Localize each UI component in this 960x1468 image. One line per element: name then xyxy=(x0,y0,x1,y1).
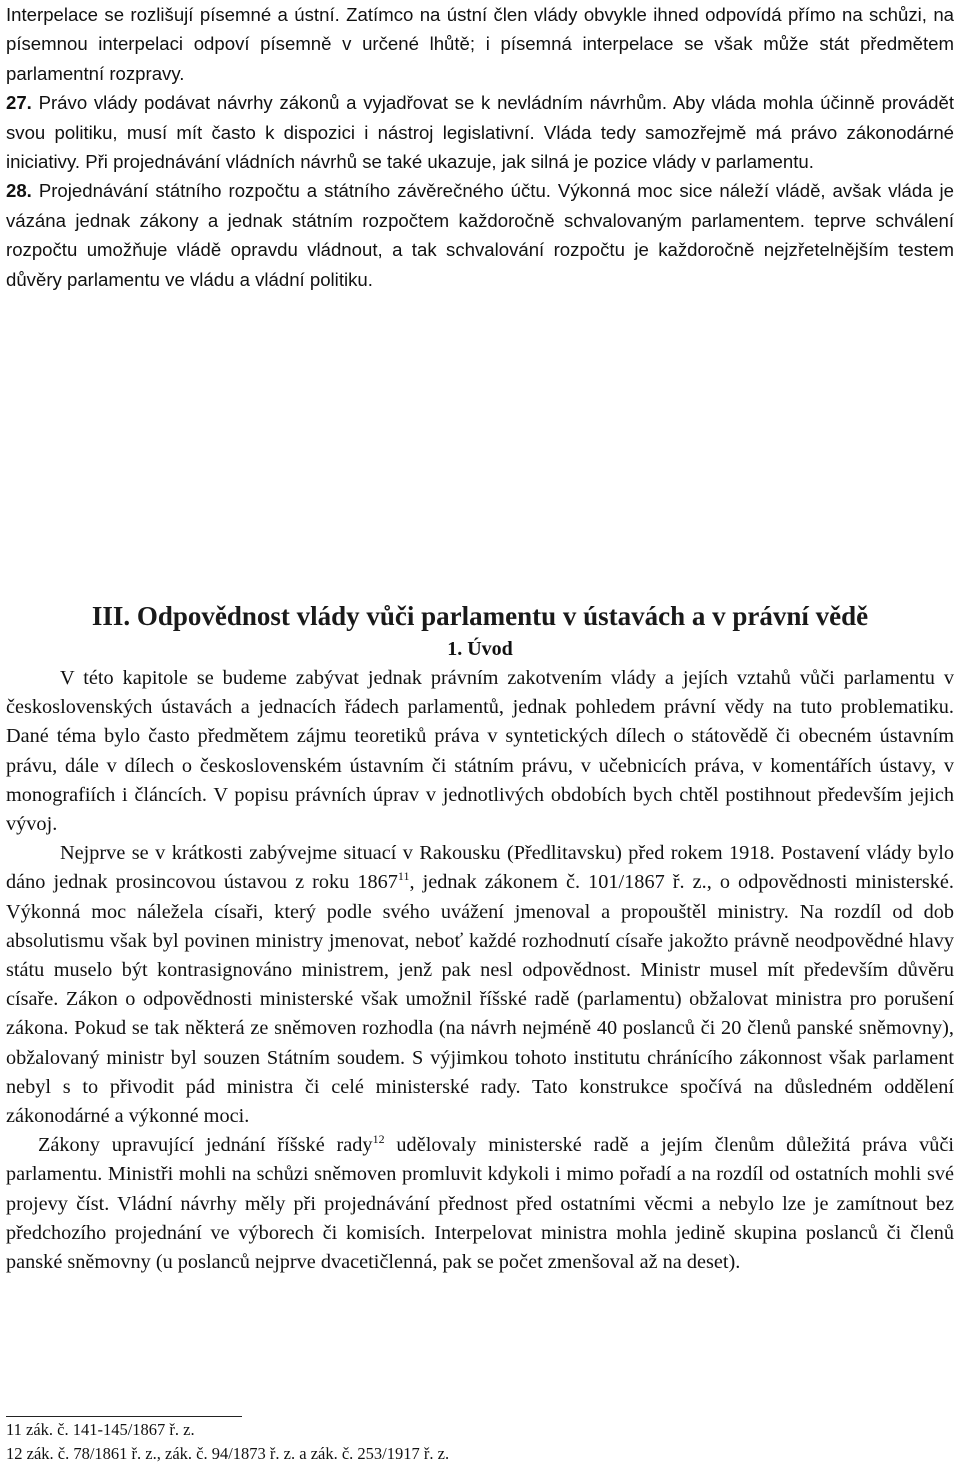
item-number-27: 27. xyxy=(6,92,32,114)
upper-text-block xyxy=(6,0,954,294)
paragraph-28 xyxy=(6,176,954,294)
paragraph-zakony xyxy=(6,1131,954,1277)
footnote-ref-11: 11 xyxy=(397,869,410,884)
item-text-27: Aby vláda mohla účinně provádět svou politiku, musí mít často k dispozici i nástroj legislativní. Vláda tedy samozřejmě má právo zákonodárné iniciativy. Při projednávání vládních návrhů se také ukazuje, jak silná je pozice vlády v parlamentu. xyxy=(6,92,954,173)
footnote-12: 12 zák. č. 78/1861 ř. z., zák. č. 94/1873 ř. z. a zák. č. 253/1917 ř. z. xyxy=(6,1444,450,1463)
paragraph-rakousko-part1: Nejprve se v krátkosti zabývejme situací v Rakousku (Předlitavsku) před rokem 1918. Postavení vlády bylo dáno jednak prosincovou ústavou z roku 1867 xyxy=(6,842,954,894)
item-number-28: 28. xyxy=(6,180,32,202)
item-title-27: Právo vlády podávat návrhy zákonů a vyjadřovat se k nevládním návrhům. xyxy=(31,92,668,114)
paragraph-zakony-part1: Zákony upravující jednání říšské rady xyxy=(38,1134,373,1157)
footnote-ref-12: 12 xyxy=(372,1132,385,1147)
paragraph-zakony-part2: udělovaly ministerské radě a jejím členům důležitá práva vůči parlamentu. Ministři mohli na schůzi sněmoven promluvit kdykoli i mimo pořadí a na rozdíl od ostatních mohli své projevy číst. Vládní návrhy měly při projednávání přednost před ostatními věcmi a nebylo lze je zamítnout bez předchozího projednání ve výborech či komisích. Interpelovat ministra mohla jedině skupina poslanců či členů panské sněmovny (u poslanců nejprve dvacetičlenná, pak se počet zmenšoval až na deset). xyxy=(6,1134,954,1274)
paragraph-27 xyxy=(6,88,954,176)
paragraph-rakousko xyxy=(6,839,954,1131)
section-heading: 1. Úvod xyxy=(447,638,513,660)
footnote-11: 11 zák. č. 141-145/1867 ř. z. xyxy=(6,1420,195,1439)
paragraph-intro: V této kapitole se budeme zabývat jednak právním zakotvením vlády a jejích vztahů vůči parlamentu v československých ústavách a jednacích řádech parlamentů, jednak pohledem právní vědy na tuto problematiku. Dané téma bylo často předmětem zájmu teoretiků práva v syntetických dílech o státovědě či obecném ústavním právu, dále v dílech o československém ústavním či státním právu, v učebnicích práva, v komentářích ústavy, v monografiích i článcích. V popisu právních úprav v jednotlivých obdobích bych chtěl postihnout především jejich vývoj. xyxy=(6,667,954,836)
paragraph-rakousko-part2: , jednak zákonem č. 101/1867 ř. z., o odpovědnosti ministerské. Výkonná moc náležela císaři, který podle svého uvážení jmenoval a propouštěl ministry. Na rozdíl od dob absolutismu však byl povinen ministry jmenovat, neboť každé rozhodnutí císaře jakožto právně neodpovědné hlavy státu muselo být kontrasignováno ministrem, jenž pak nesl odpovědnost. Ministr musel mít především důvěru císaře. Zákon o odpovědnosti ministerské však umožnil říšské radě (parlamentu) obžalovat ministra pro porušení zákona. Pokud se tak některá ze sněmoven rozhodla (na návrh nejméně 40 poslanců či 20 členů panské sněmovny), obžalovaný ministr byl souzen Státním soudem. S výjimkou tohoto institutu chránícího zákonnost však parlament nebyl s to přivodit pád ministra či celé ministerské rady. Tato konstrukce spočívá na důsledném oddělení zákonodárné a výkonné moci. xyxy=(6,871,954,1128)
paragraph-interpelace: Interpelace se rozlišují písemné a ústní. Zatímco na ústní člen vlády obvykle ihned odpovídá přímo na schůzi, na písemnou interpelaci odpoví písemně v určené lhůtě; i písemná interpelace se však může stát předmětem parlamentní rozpravy. xyxy=(6,4,954,84)
chapter-heading: III. Odpovědnost vlády vůči parlamentu v ústavách a v právní vědě xyxy=(91,601,869,631)
footnotes xyxy=(6,1418,954,1466)
main-text-block xyxy=(6,664,954,1277)
item-title-28: Projednávání státního rozpočtu a státního závěrečného účtu. xyxy=(31,180,551,202)
footnote-separator xyxy=(6,1416,242,1417)
item-text-28: Výkonná moc sice náleží vládě, avšak vláda je vázána jednak zákony a jednak státním rozpočtem každoročně schvalovaným parlamentem. teprve schválení rozpočtu umožňuje vládě opravdu vládnout, a tak schvalování rozpočtu je každoročně nejzřetelnějším testem důvěry parlamentu ve vládu a vládní politiku. xyxy=(6,180,954,290)
